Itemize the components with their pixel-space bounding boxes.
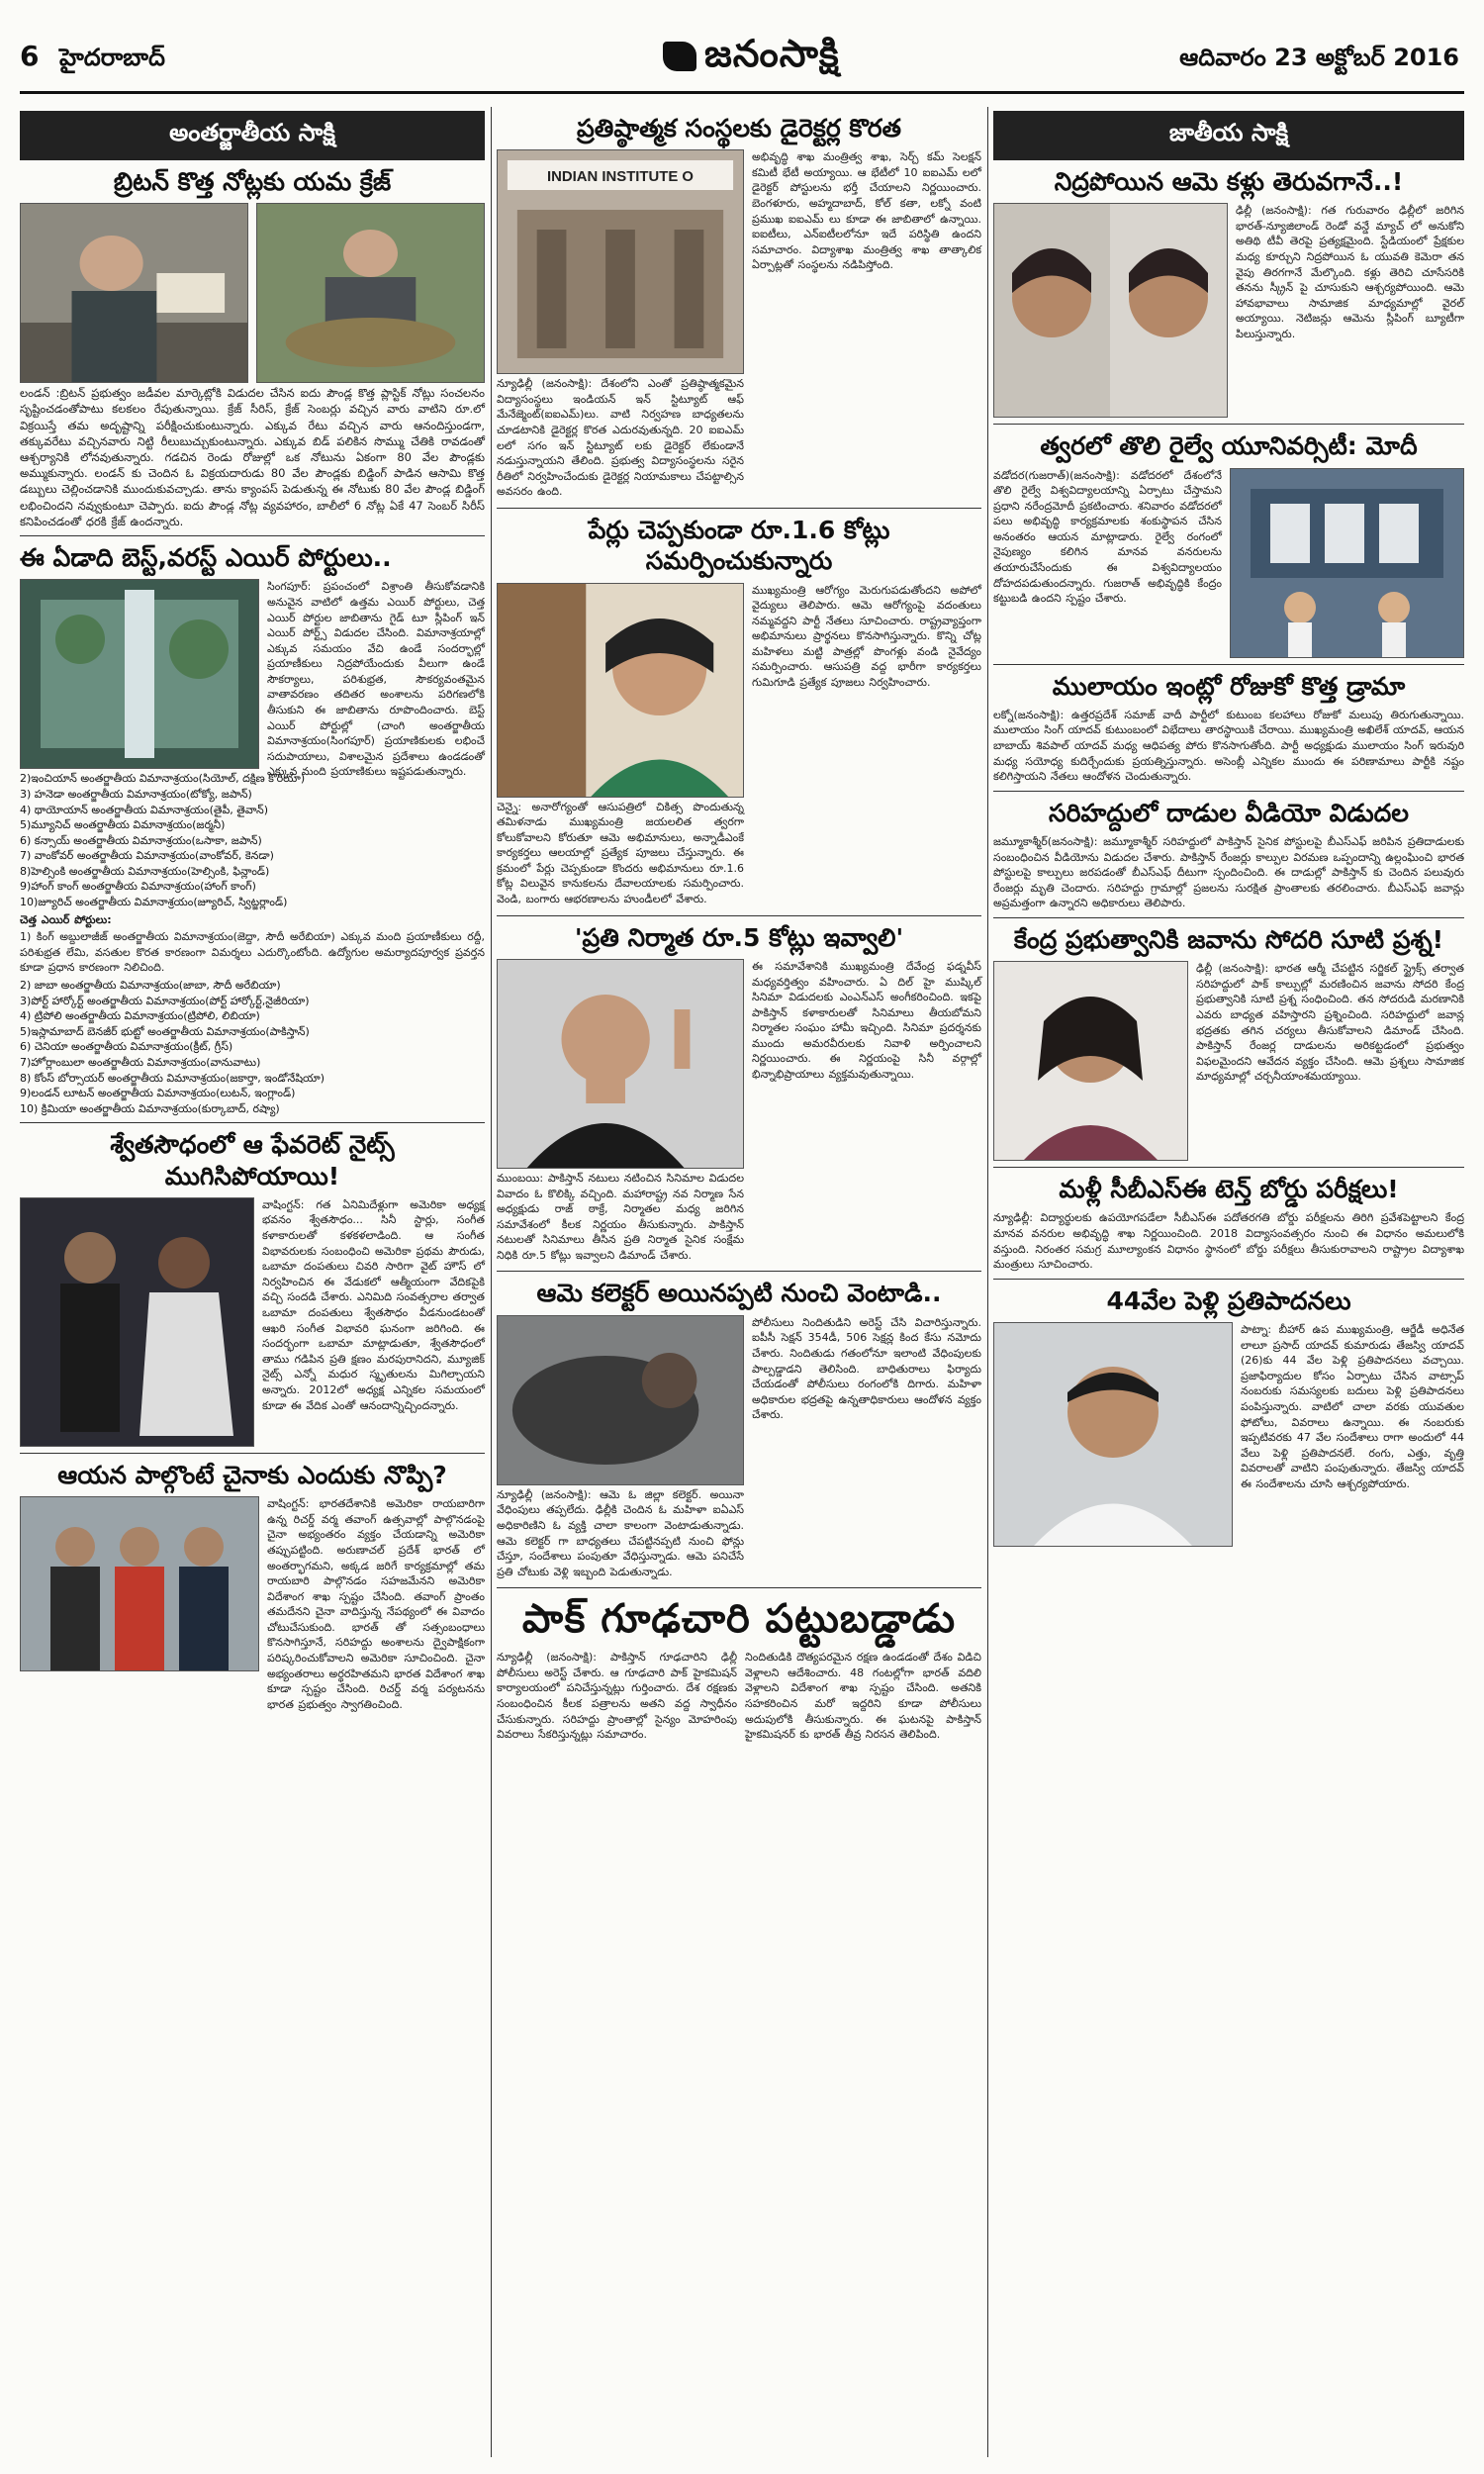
headline: శ్వేతసౌధంలో ఆ ఫేవరెట్ నైట్స్ ముగిసిపోయాయి! <box>110 1130 395 1190</box>
divider <box>993 1167 1464 1168</box>
column-main <box>497 107 981 2457</box>
article-body: సింగపూర్: ప్రపంచంలో విశ్రాంతి తీసుకోవడానికి అనువైన వాటిలో ఉత్తమ ఎయిర్ పోర్టులు, చెత్త ఎయిర్ పోర్టుల జాబితాను గైడ్ టూ స్లీపింగ్ ఇన్ ఎయిర్ పోర్ట్స్ విడుదల చేసింది. విమానాశ్రయాల్లో ఎక్కువ సమయం వేచి ఉండే సందర్భాల్లో ప్రయాణీకులు నిద్రపోయేందుకు వీలుగా ఉండే సౌకర్యాలు, పరిశుభ్రత, సౌకర్యవంతమైన వాతావరణం తదితర అంశాలను పరిగణలోకి తీసుకుని ఈ జాబితాను రూపొందించారు. బెస్ట్ ఎయిర్ పోర్టుల్లో (చాంగి అంతర్జాతీయ విమానాశ్రయం(సింగపూర్) ప్రయాణికులకు లభించే సదుపాయాలు, విశాలమైన ప్రదేశాలు ఉండడంతో ఎక్కువ మంది ప్రయాణికులు ఇష్టపడుతున్నారు. <box>267 580 485 779</box>
article-body: న్యూఢిల్లీ: విద్యార్థులకు ఉపయోగపడేలా సీబీఎస్ఈ పదోతరగతి బోర్డు పరీక్షలను తిరిగి ప్రవేశపెట్టాలని కేంద్ర మానవ వనరుల అభివృద్ధి శాఖ నిర్ణయించింది. 2018 విద్యాసంవత్సరం నుంచి ఈ విధానం అమలులోకి వస్తుంది. నిరంతర సమగ్ర మూల్యాంకన విధానం స్థానంలో బోర్డు పరీక్షలు తీసుకురావాలని రాష్ట్రాల విద్యాశాఖ మంత్రులు సూచించారు. <box>993 1211 1464 1272</box>
photo-sign-text: INDIAN INSTITUTE O <box>547 168 694 186</box>
subheading: చెత్త ఎయిర్ పోర్టులు: <box>20 912 112 926</box>
column-national <box>993 107 1464 2457</box>
divider <box>497 915 981 916</box>
list-item: 8) కోంస్ బోర్సాయర్ అంతర్జాతీయ విమానాశ్రయం(జకార్తా, ఇండోనేషియా) <box>20 1071 325 1085</box>
headline: సరిహద్దులో దాడుల వీడియో విడుదల <box>1049 798 1409 827</box>
article-body: ఢిల్లీ (జనంసాక్షి): భారత ఆర్మీ చేపట్టిన సర్జికల్ స్ట్రైక్స్ తర్వాత సరిహద్దులో పాక్ కాల్పుల్లో మరణించిన జవాను సోదరి కేంద్ర ప్రభుత్వానికి సూటి ప్రశ్న సంధించింది. తన సోదరుడి మరణానికి ఎవరు బాధ్యత వహిస్తారని ప్రశ్నించింది. సరిహద్దులో జవాన్ల భద్రతకు తగిన చర్యలు తీసుకోవాలని డిమాండ్ చేసింది. పాకిస్తాన్ రేంజర్ల దాడులను అరికట్టడంలో ప్రభుత్వం విఫలమైందని ఆవేదన వ్యక్తం చేసింది. ఆమె ప్రశ్నలు సామాజిక మాధ్యమాల్లో చర్చనీయాంశమయ్యాయి. <box>1196 962 1464 1084</box>
divider <box>993 424 1464 425</box>
article-body: న్యూఢిల్లీ (జనంసాక్షి): పాకిస్తాన్ గూఢచారిని ఢిల్లీ పోలీసులు అరెస్ట్ చేశారు. ఆ గూఢచారి పాక్ హైకమిషన్ కార్యాలయంలో పనిచేస్తున్నట్లు గుర్తించారు. దేశ రక్షణకు సంబంధించిన కీలక పత్రాలను అతని వద్ద స్వాధీనం చేసుకున్నారు. సరిహద్దు ప్రాంతాల్లో సైన్యం మోహరింపు వివరాలు సేకరిస్తున్నట్లు సమాచారం. <box>497 1651 738 1742</box>
article-body: లండన్ :బ్రిటన్ ప్రభుత్వం జడీవల మార్కెట్లోకి విడుదల చేసిన ఐదు పౌండ్ల కొత్త ప్లాస్టిక్ నోట్లు సంచలనం సృష్టించడంతోపాటు కలకలం రేపుతున్నాయి. క్రేజ్ సీరిస్, క్రేజ్ సెంబర్లు వచ్చిన వారు వాటిని రూ.లో విక్రయిస్తే తమ అదృష్టాన్ని పరీక్షించుకుంటున్నారు. ఎక్కువ రేటు వచ్చిన వారు ఆనందిస్తుండగా, తక్కువరేటు వచ్చినవారు నిట్టి రీలుబుచ్చుకుంటున్నారు. ఎక్కువ బిడ్ పలికిన సొమ్ము చేతికి రావడంతో ఆశ్చర్యానికి లోనవుతున్నారు. గడచిన రెండు రోజుల్లో ఒక నోటును ఏకంగా 80 వేల పౌండ్లకు అమ్ముకున్నారు. లండన్ కు చెందిన ఓ విక్రయదారుడు 80 వేల పౌండ్లకు బిడ్డింగ్ పాడిన ఆసామి కొత్త డబ్బులు చెల్లించడానికి ముందుకువచ్చాడు. తాను క్యాంపస్ పెడుతున్న ఈ నోటుకు 80 వేల పౌండ్ల బిడ్డింగ్ లభించిందని నవ్వుకుంటూ చెప్పారు. ఐదు పౌండ్ల నోట్ల వ్యవహారం, బాలీలో 6 నోట్ల ఏకే 47 సెంబర్ సిరీస్ కనిపించడంతో ధరకి క్రేజ్ ఉందన్నారు. <box>20 386 485 528</box>
divider <box>20 535 485 536</box>
headline: పాక్ గూఢచారి పట్టుబడ్డాడు <box>521 1596 957 1643</box>
news-photo <box>20 1197 254 1447</box>
article-body: 1) కింగ్ అబ్దులాజీజ్ అంతర్జాతీయ విమానాశ్రయం(జెద్దా, సౌదీ అరేబియా) ఎక్కువ మంది ప్రయాణీకులు రద్దీ, పరిశుభ్రత లేమి, వసతుల కొరత కారణంగా విమర్శలు ఎదుర్కొంటోంది. ఉద్యోగుల అమర్యాదపూర్వక ప్రవర్తన కూడా ప్రధాన కారణంగా నిలిచింది. <box>20 930 485 975</box>
article-body: వాషింగ్టన్: భారతదేశానికి అమెరికా రాయబారిగా ఉన్న రిచర్డ్ వర్మ తవాంగ్ ఉత్సవాల్లో పాల్గొనడంపై చైనా అభ్యంతరం వ్యక్తం చేయడాన్ని అమెరికా తప్పుపట్టింది. అరుణాచల్ ప్రదేశ్ భారత్ లో అంతర్భాగమని, అక్కడ జరిగే కార్యక్రమాల్లో తమ రాయబారి పాల్గొనడం సహజమేనని అమెరికా విదేశాంగ శాఖ స్పష్టం చేసింది. తవాంగ్ ప్రాంతం తమదేనని చైనా వాదిస్తున్న నేపథ్యంలో ఈ వివాదం చోటుచేసుకుంది. భారత్ తో సత్సంబంధాలు కొనసాగిస్తూనే, సరిహద్దు అంశాలను ద్వైపాక్షికంగా పరిష్కరించుకోవాలని అమెరికా సూచించింది. చైనా అభ్యంతరాలు అర్థరహితమని భారత విదేశాంగ శాఖ కూడా స్పష్టం చేసింది. రిచర్డ్ వర్మ పర్యటనను భారత ప్రభుత్వం స్వాగతించింది. <box>267 1497 485 1711</box>
list-item: 8)హెల్సింకి అంతర్జాతీయ విమానాశ్రయం(హెల్సింకి, ఫిన్లాండ్) <box>20 864 270 878</box>
column-international <box>20 107 485 2457</box>
article-body: ముంబయి: పాకిస్తాన్ నటులు నటించిన సినిమాల విడుదల వివాదం ఓ కొలిక్కి వచ్చింది. మహారాష్ట్ర నవ నిర్మాణ సేన అధ్యక్షుడు రాజ్ ఠాక్రే, నిర్మాతల మధ్య జరిగిన సమావేశంలో కీలక నిర్ణయం తీసుకున్నారు. పాకిస్తాన్ నటులతో సినిమాలు తీసిన ప్రతి నిర్మాత సైనిక సంక్షేమ నిధికి రూ.5 కోట్లు ఇవ్వాలని డిమాండ్ చేశారు. <box>497 1171 744 1262</box>
headline: మళ్లీ సీబీఎస్ఈ టెన్త్ బోర్డు పరీక్షలు! <box>1059 1175 1399 1204</box>
news-photo <box>1230 468 1464 658</box>
article-body: నిందితుడికి దౌత్యపరమైన రక్షణ ఉండడంతో దేశం విడిచి వెళ్లాలని ఆదేశించారు. 48 గంటల్లోగా భారత్ వదిలి వెళ్లాలని విదేశాంగ శాఖ స్పష్టం చేసింది. అతనికి సహకరించిన మరో ఇద్దరిని కూడా పోలీసులు అదుపులోకి తీసుకున్నారు. ఈ ఘటనపై పాకిస్తాన్ హైకమిషనర్ కు భారత్ తీవ్ర నిరసన తెలిపింది. <box>745 1651 981 1742</box>
section-title: అంతర్జాతీయ సాక్షి <box>20 111 485 160</box>
news-photo <box>993 1322 1233 1547</box>
divider <box>497 1587 981 1588</box>
article-body: న్యూఢిల్లీ (జనంసాక్షి): ఆమె ఓ జిల్లా కలెక్టర్. అయినా వేధింపులు తప్పలేదు. ఢిల్లీకి చెందిన ఓ మహిళా ఐఏఎస్ అధికారిణిని ఓ వ్యక్తి చాలా కాలంగా వెంటాడుతున్నాడు. ఆమె కలెక్టర్ గా బాధ్యతలు చేపట్టినప్పటి నుంచి ఫోన్లు చేస్తూ, సందేశాలు పంపుతూ వేధిస్తున్నాడు. ఆమె పనిచేసే ప్రతి చోటుకు వెళ్లి ఇబ్బంది పెడుతున్నాడు. <box>497 1487 744 1578</box>
article-body: ముఖ్యమంత్రి ఆరోగ్యం మెరుగుపడుతోందని అపోలో వైద్యులు తెలిపారు. ఆమె ఆరోగ్యంపై వదంతులు నమ్మవద్దని పార్టీ నేతలు సూచించారు. రాష్ట్రవ్యాప్తంగా అభిమానులు ప్రార్థనలు కొనసాగిస్తున్నారు. కొన్ని చోట్ల మహిళలు మట్టి పాత్రల్లో పొంగళ్లు వండి నైవేద్యం సమర్పించారు. ఆసుపత్రి వద్ద భారీగా కార్యకర్తలు గుమిగూడి ప్రత్యేక పూజలు నిర్వహించారు. <box>752 583 981 690</box>
list-item: 2) జాబా అంతర్జాతీయ విమానాశ్రయం(జాబా, సౌదీ అరేబియా) <box>20 979 281 993</box>
issue-date: ఆదివారం 23 అక్టోబర్ 2016 <box>1179 44 1459 71</box>
headline: ఈ ఏడాది బెస్ట్,వరస్ట్ ఎయిర్ పోర్టులు.. <box>20 543 392 573</box>
logo-icon <box>663 42 696 71</box>
list-item: 7)హోర్లాంబులా అంతర్జాతీయ విమానాశ్రయం(వానువాటు) <box>20 1056 261 1070</box>
news-photo <box>993 203 1228 418</box>
list <box>20 978 485 1116</box>
article-body: ఈ సమావేశానికి ముఖ్యమంత్రి దేవేంద్ర ఫడ్నవీస్ మధ్యవర్తిత్వం వహించారు. ఏ దిల్ హై ముష్కిల్ సినిమా విడుదలకు ఎంఎన్ఎస్ అంగీకరించింది. ఇకపై పాకిస్తాన్ కళాకారులతో సినిమాలు తీయబోమని నిర్మాతల సంఘం హామీ ఇచ్చింది. సినిమా ప్రదర్శనకు ముందు అమరవీరులకు నివాళి అర్పించాలని నిర్ణయించారు. ఈ నిర్ణయంపై సినీ వర్గాల్లో భిన్నాభిప్రాయాలు వ్యక్తమవుతున్నాయి. <box>752 959 981 1082</box>
article-body: వాషింగ్టన్: గత ఏనిమిదేళ్లుగా అమెరికా అధ్యక్ష భవనం శ్వేతసౌధం... సినీ స్టార్లు, సంగీత కళాకారులతో కళకళలాడింది. ఆ సంగీత విభావరులకు సంబంధించి అమెరికా ప్రథమ పౌరుడు, ఒబామా దంపతులు చివరి సారిగా వైట్ హౌస్ లో నిర్వహించిన ఈ వేడుకలో ఆత్మీయంగా వేదికపైకి వచ్చి సందడి చేశారు. ఎనిమిది సంవత్సరాల తర్వాత ఒబామా దంపతులు శ్వేతసౌధం వీడనుండటంతో ఆఖరి సంగీత విభావరి ఘనంగా జరిగింది. ఈ సందర్భంగా ఒబామా మాట్లాడుతూ, శ్వేతసౌధంలో తాము గడిపిన ప్రతి క్షణం మరపురానిదని, మ్యూజిక్ నైట్స్ ఎన్నో మధుర స్మృతులను మిగిల్చాయని అన్నారు. 2012లో అధ్యక్ష ఎన్నికల సమయంలో కూడా ఈ వేదిక ఎంతో ఆనందాన్నిచ్చిందన్నారు. <box>262 1197 485 1412</box>
divider <box>20 1122 485 1123</box>
list-item: 9)లండన్ లూటన్ అంతర్జాతీయ విమానాశ్రయం(లుటన్, ఇంగ్లాండ్) <box>20 1087 296 1100</box>
column-divider <box>987 107 988 2457</box>
headline: కేంద్ర ప్రభుత్వానికి జవాను సోదరి సూటి ప్రశ్న! <box>1013 924 1444 954</box>
news-photo <box>20 203 248 383</box>
list-item: 6) కన్సాయ్ అంతర్జాతీయ విమానాశ్రయం(ఒసాకా, జపాన్) <box>20 833 262 847</box>
section-title: జాతీయ సాక్షి <box>993 111 1464 160</box>
list-item: 10)జ్యూరిచ్ అంతర్జాతీయ విమానాశ్రయం(జ్యూరిచ్, స్విట్జర్లాండ్) <box>20 896 288 909</box>
page-header <box>0 0 1484 99</box>
article-body: అభివృద్ధి శాఖ మంత్రిత్వ శాఖ, సెర్చ్ కమ్ సెలక్షన్ కమిటీ భేటీ అయ్యాయి. ఆ భేటీలో 10 ఐఐఎమ్ లలో డైరెక్టర్ పోస్టులను భర్తీ చేయాలని నిర్ణయించారు. బెంగళూరు, అహ్మదాబాద్, కోల్ కతా, లక్నో వంటి ప్రముఖ ఐఐఎమ్ లు కూడా ఈ జాబితాలో ఉన్నాయి. ఐఐటీలు, ఎన్ఐటీలలోనూ ఇదే పరిస్థితి ఉందని సమాచారం. విద్యాశాఖ మంత్రిత్వ శాఖ తాత్కాలిక ఏర్పాట్లతో సంస్థలను నడిపిస్తోంది. <box>752 150 981 272</box>
headline: పేర్లు చెప్పకుండా రూ.1.6 కోట్లు సమర్పించుకున్నారు <box>588 516 890 576</box>
news-photo <box>256 203 485 383</box>
news-photo <box>20 579 259 769</box>
headline: త్వరలో తొలి రైల్వే యూనివర్సిటీ: మోదీ <box>1040 431 1418 461</box>
article-body: వడోదర(గుజరాత్)(జనంసాక్షి): వడోదరలో దేశంలోనే తొలి రైల్వే విశ్వవిద్యాలయాన్ని ఏర్పాటు చేస్తామని ప్రధాని నరేంద్రమోదీ ప్రకటించారు. శనివారం వడోదరలో పలు అభివృద్ధి కార్యక్రమాలకు శంకుస్థాపన చేసిన అనంతరం ఆయన మాట్లాడారు. రైల్వే రంగంలో నైపుణ్యం కలిగిన మానవ వనరులను తయారుచేసేందుకు ఈ విశ్వవిద్యాలయం దోహదపడుతుందన్నారు. గుజరాత్ అభివృద్ధికి కేంద్రం కట్టుబడి ఉందని స్పష్టం చేశారు. <box>993 468 1222 606</box>
article-body: జమ్మూకాశ్మీర్(జనంసాక్షి): జమ్మూకాశ్మీర్ సరిహద్దులో పాకిస్తాన్ సైనిక పోస్టులపై బీఎస్ఎఫ్ జరిపిన ప్రతిదాడులకు సంబంధించిన వీడియోను విడుదల చేశారు. పాకిస్తాన్ రేంజర్లు కాల్పుల విరమణ ఒప్పందాన్ని ఉల్లంఘించి భారత పోస్టులపై కాల్పులు జరపడంతో బీఎస్ఎఫ్ దీటుగా స్పందించింది. ఈ దాడుల్లో పాకిస్తాన్ కు చెందిన పలువురు రేంజర్లు మృతి చెందారు. సరిహద్దు గ్రామాల్లో ప్రజలను సురక్షిత ప్రాంతాలకు తరలించారు. బీఎస్ఎఫ్ జవాన్లు అప్రమత్తంగా ఉన్నారని అధికారులు తెలిపారు. <box>993 834 1464 910</box>
list-item: 9)హాంగ్ కాంగ్ అంతర్జాతీయ విమానాశ్రయం(హాంగ్ కాంగ్) <box>20 880 256 894</box>
headline: ఆమె కలెక్టర్ అయినప్పటి నుంచి వెంటాడి.. <box>536 1279 942 1308</box>
list-item: 5)మ్యూనిచ్ అంతర్జాతీయ విమానాశ్రయం(జర్మనీ) <box>20 818 226 832</box>
headline: ఆయన పాల్గొంటే చైనాకు ఎందుకు నొప్పి? <box>57 1460 447 1489</box>
list-item: 3)పోర్ట్ హార్కోర్ట్ అంతర్జాతీయ విమానాశ్రయం(పోర్ట్ హార్కోర్ట్,నైజీరియా) <box>20 994 310 1007</box>
headline: నిద్రపోయిన ఆమె కళ్లు తెరువగానే..! <box>1054 167 1404 196</box>
list-item: 5)ఇస్లామాబాద్ బెనజీర్ భుట్టో అంతర్జాతీయ విమానాశ్రయం(పాకిస్తాన్) <box>20 1024 310 1038</box>
header-rule <box>20 91 1464 94</box>
list-item: 3) హనెడా అంతర్జాతీయ విమానాశ్రయం(టోక్యో, జపాన్) <box>20 787 252 801</box>
column-divider <box>491 107 492 2457</box>
headline: ప్రతిష్ఠాత్మక సంస్థలకు డైరెక్టర్ల కొరత <box>577 114 901 143</box>
divider <box>497 508 981 509</box>
list-item: 4) ట్రిపోలి అంతర్జాతీయ విమానాశ్రయం(ట్రిపోలి, లిబియా) <box>20 1009 260 1023</box>
headline: బ్రిటన్ కొత్త నోట్లకు యమ క్రేజ్ <box>113 167 392 196</box>
list <box>20 771 485 909</box>
news-photo <box>993 961 1188 1161</box>
divider <box>993 791 1464 792</box>
list-item: 10) క్రిమియా అంతర్జాతీయ విమానాశ్రయం(కుర్కాబాద్, రష్యా) <box>20 1101 280 1115</box>
news-photo <box>497 583 744 798</box>
masthead-logo <box>663 32 840 85</box>
article-body: పాట్నా: బీహార్ ఉప ముఖ్యమంత్రి, ఆర్జేడీ అధినేత లాలూ ప్రసాద్ యాదవ్ కుమారుడు తేజస్వి యాదవ్ (26)కు 44 వేల పెళ్లి ప్రతిపాదనలు వచ్చాయి. ప్రజాఫిర్యాదుల కోసం ఏర్పాటు చేసిన వాట్సాప్ నంబరుకు సమస్యలకు బదులు పెళ్లి ప్రతిపాదనలు పంపిస్తున్నారు. వాటిలో చాలా వరకు యువతుల ఫోటోలు, వివరాలు ఉన్నాయి. ఈ నంబరుకు ఇప్పటివరకు 47 వేల సందేశాలు రాగా అందులో 44 వేలు పెళ్లి ప్రతిపాదనలే. రంగు, ఎత్తు, వృత్తి వివరాలతో వాటిని పంపుతున్నారు. తేజస్వి యాదవ్ ఈ సందేశాలను చూసి ఆశ్చర్యపోయారు. <box>1241 1323 1464 1490</box>
divider <box>497 1271 981 1272</box>
list-item: 7) వాంకోవర్ అంతర్జాతీయ విమానాశ్రయం(వాంకోవర్, కెనడా) <box>20 849 274 863</box>
headline: 44వేల పెళ్లి ప్రతిపాదనలు <box>1106 1285 1351 1315</box>
divider <box>20 1453 485 1454</box>
edition-city: హైదరాబాద్ <box>59 44 165 71</box>
article-body: పోలీసులు నిందితుడిని అరెస్ట్ చేసి విచారిస్తున్నారు. ఐపీసీ సెక్షన్ 354డీ, 506 సెక్షన్ల కింద కేసు నమోదు చేశారు. నిందితుడు గతంలోనూ ఇలాంటి వేధింపులకు పాల్పడ్డాడని తెలిసింది. బాధితురాలు ఫిర్యాదు చేయడంతో పోలీసులు రంగంలోకి దిగారు. మహిళా అధికారుల భద్రతపై ఉన్నతాధికారులు ఆందోళన వ్యక్తం చేశారు. <box>752 1315 981 1422</box>
divider <box>993 917 1464 918</box>
news-photo <box>497 959 744 1169</box>
article-body: ఢిల్లీ (జనంసాక్షి): గత గురువారం ఢిల్లీలో జరిగిన భారత్-న్యూజిలాండ్ రెండో వన్డే మ్యాచ్ లో అనుకోని అతిథి టీవీ తెరపై ప్రత్యక్షమైంది. స్టేడియంలో ప్రేక్షకుల మధ్య కూర్చుని నిద్రపోయిన ఓ యువతి కెమెరా తన వైపు తిరగగానే మేల్కొంది. కళ్లు తెరిచి చూసేసరికి తనను స్క్రీన్ పై చూసుకుని ఆశ్చర్యపోయింది. ఆమె హావభావాలు సామాజిక మాధ్యమాల్లో వైరల్ అయ్యాయి. నెటిజన్లు ఆమెను స్లీపింగ్ బ్యూటీగా పిలుస్తున్నారు. <box>1236 204 1464 340</box>
news-photo <box>497 149 744 374</box>
page-number: 6 <box>20 40 40 72</box>
headline: ములాయం ఇంట్లో రోజుకో కొత్త డ్రామా <box>1052 671 1406 701</box>
article-body: లక్నో(జనంసాక్షి): ఉత్తరప్రదేశ్ సమాజ్ వాదీ పార్టీలో కుటుంబ కలహాలు రోజుకో మలుపు తిరుగుతున్నాయి. ములాయం సింగ్ యాదవ్ కుటుంబంలో విభేదాలు తారస్థాయికి చేరాయి. ముఖ్యమంత్రి అఖిలేశ్ యాదవ్, ఆయన బాబాయ్ శివపాల్ యాదవ్ మధ్య ఆధిపత్య పోరు కొనసాగుతోంది. పార్టీ అధ్యక్షుడు ములాయం సింగ్ ఇరువురి మధ్య సయోధ్య కుదిర్చేందుకు ప్రయత్నిస్తున్నారు. అసెంబ్లీ ఎన్నికల ముందు ఈ పరిణామాలు పార్టీకి నష్టం కలిగిస్తాయని నేతలు ఆందోళన చెందుతున్నారు. <box>993 708 1464 784</box>
news-photo <box>20 1496 259 1671</box>
list-item: 2)ఇంచియాన్ అంతర్జాతీయ విమానాశ్రయం(సియోల్, దక్షిణ కొరియా) <box>20 772 306 786</box>
list-item: 4) థాయోయాన్ అంతర్జాతీయ విమానాశ్రయం(తైపీ, తైవాన్) <box>20 803 268 816</box>
article-body: చెన్నై: అనారోగ్యంతో ఆసుపత్రిలో చికిత్స పొందుతున్న తమిళనాడు ముఖ్యమంత్రి జయలలిత త్వరగా కోలుకోవాలని కోరుతూ ఆమె అభిమానులు, అన్నాడీఎంకే కార్యకర్తలు ఆలయాల్లో ప్రత్యేక పూజలు చేస్తున్నారు. ఈ క్రమంలో పేర్లు చెప్పకుండా కొందరు అభిమానులు రూ.1.6 కోట్ల విలువైన కానుకలను దేవాలయాలకు సమర్పించారు. వెండి, బంగారు ఆభరణాలను హుండీలలో వేశారు. <box>497 800 744 906</box>
list-item: 6) చెనియా అంతర్జాతీయ విమానాశ్రయం(క్రీట్, గ్రీస్) <box>20 1040 233 1054</box>
divider <box>993 664 1464 665</box>
divider <box>993 1279 1464 1280</box>
headline: 'ప్రతి నిర్మాత రూ.5 కోట్లు ఇవ్వాలి' <box>574 922 904 952</box>
article-body: న్యూఢిల్లీ (జనంసాక్షి): దేశంలోని ఎంతో ప్రతిష్ఠాత్మకమైన విద్యాసంస్థలు ఇండియన్ ఇన్ స్టిట్యూట్ ఆఫ్ మేనేజ్మెంట్(ఐఐఎమ్)లు. వాటి నిర్వహణ బాధ్యతలను చూడటానికి డైరెక్టర్ల కొరత ఎదురవుతున్నది. 20 ఐఐఎమ్ లలో సగం ఇన్ స్టిట్యూట్ లకు డైరెక్టర్ లేకుండానే నడుస్తున్నాయని తేలింది. ప్రభుత్వ విద్యాసంస్థలను సరైన రీతిలో నిర్వహించేందుకు డైరెక్టర్ల నియామకాలు చేపట్టాల్సిన అవసరం ఉంది. <box>497 377 744 499</box>
paper-name: జనంసాక్షి <box>704 32 840 75</box>
news-photo <box>497 1315 744 1485</box>
